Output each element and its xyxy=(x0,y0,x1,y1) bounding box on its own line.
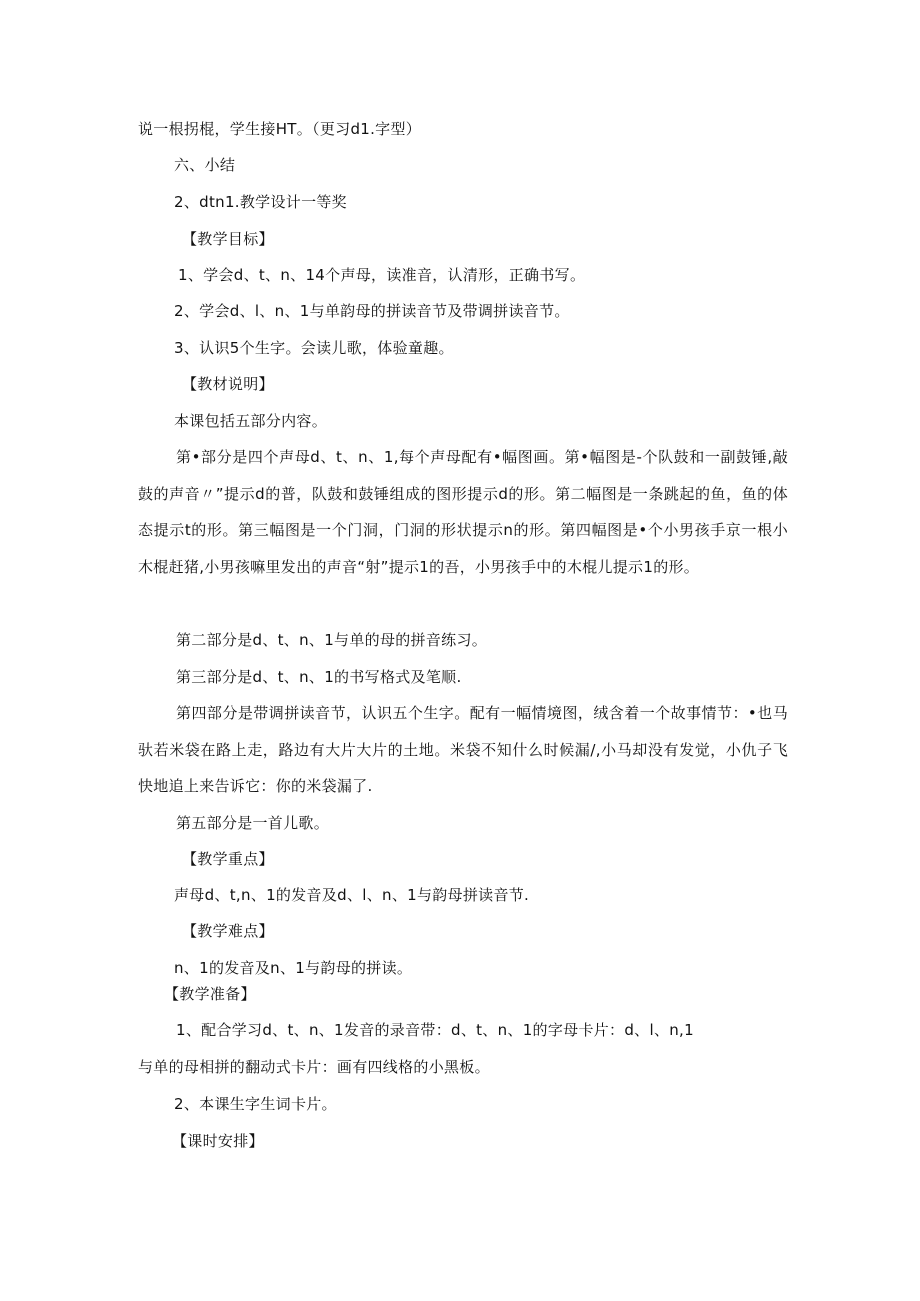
text-line: 第二部分是d、t、n、1与单的母的拼音练习。 xyxy=(176,631,488,649)
section-heading: 【教学准备】 xyxy=(164,985,256,1003)
section-heading: 【教学目标】 xyxy=(182,230,274,248)
text-line: 第五部分是一首儿歌。 xyxy=(176,814,330,832)
list-item: 1、学会d、t、n、14个声母，读准音，认清形，正确书写。 xyxy=(178,266,586,284)
list-item: 3、认识5个生字。会读儿歌，体验童趣。 xyxy=(174,339,454,357)
document-title: 2、dtn1.教学设计一等奖 xyxy=(174,193,347,211)
section-heading: 【教材说明】 xyxy=(182,375,274,393)
text-line: 第三部分是d、t、n、1的书写格式及笔顺. xyxy=(176,668,462,686)
text-line: 本课包括五部分内容。 xyxy=(174,412,328,430)
section-heading: 六、小结 xyxy=(174,156,236,174)
list-item: 2、学会d、l、n、1与单韵母的拼读音节及带调拼读音节。 xyxy=(174,302,570,320)
text-line: 2、本课生字生词卡片。 xyxy=(174,1095,337,1113)
text-line: 声母d、t,n、1的发音及d、l、n、1与韵母拼读音节. xyxy=(174,886,530,904)
paragraph: 第四部分是带调拼读音节，认识五个生字。配有一幅情境图，绒含着一个故事情节：•也马驮若米袋在路上走，路边有大片大片的土地。米袋不知什么时候漏/,小马却没有发觉，小仇子飞快地追上来告诉它：你的米袋漏了. xyxy=(138,704,788,795)
section-heading: 【教学难点】 xyxy=(182,922,274,940)
paragraph: 第•部分是四个声母d、t、n、1,每个声母配有•幅图画。第•幅图是-个队鼓和一副鼓锤,敲鼓的声音〃”提示d的普，队鼓和鼓锤组成的图形提示d的形。第二幅图是一条跳起的鱼，鱼的体态提示t的形。第三幅图是一个门洞，门洞的形状提示n的形。第四幅图是•个小男孩手京一根小木棍赶猪,小男孩嘛里发出的声音“射”提示1的吾，小男孩手中的木棍儿提示1的形。 xyxy=(138,448,788,576)
text-line: n、1的发音及n、1与韵母的拼读。 xyxy=(174,959,413,977)
section-heading: 【课时安排】 xyxy=(172,1132,264,1150)
text-line: 说一根拐棍，学生接HT。（更习d1.字型） xyxy=(138,120,422,138)
paragraph: 1、配合学习d、t、n、1发音的录音带：d、t、n、1的字母卡片：d、l、n,1与单的母相拼的翻动式卡片：画有四线格的小黑板。 xyxy=(138,1021,694,1076)
section-heading: 【教学重点】 xyxy=(182,850,274,868)
